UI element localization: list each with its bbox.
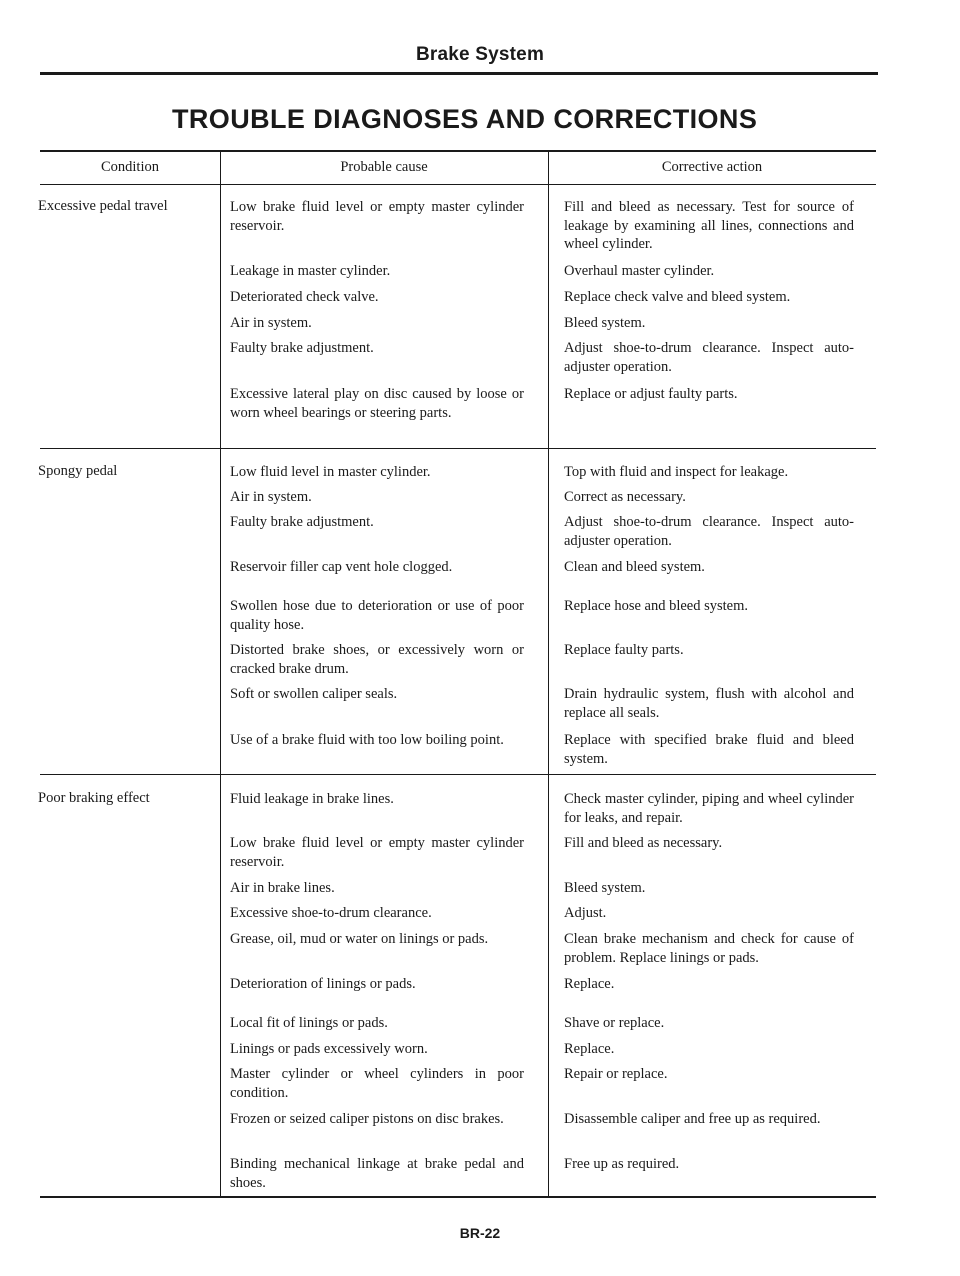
cause-cell: Use of a brake fluid with too low boiling point.	[230, 732, 504, 748]
action-cell: Fill and bleed as necessary. Test for source of leakage by examining all lines, connections and wheel cylinder.	[564, 199, 854, 252]
cause-cell: Frozen or seized caliper pistons on disc brakes.	[230, 1111, 504, 1127]
table-top-rule	[40, 150, 876, 152]
cause-cell: Grease, oil, mud or water on linings or pads.	[230, 931, 489, 947]
cause-cell: Master cylinder or wheel cylinders in poor condition.	[230, 1066, 524, 1101]
cause-cell: Local fit of linings or pads.	[230, 1015, 388, 1031]
cause-cell: Linings or pads excessively worn.	[230, 1041, 428, 1057]
action-cell: Top with fluid and inspect for leakage.	[564, 464, 789, 480]
action-cell: Fill and bleed as necessary.	[564, 835, 723, 851]
cause-cell: Low brake fluid level or empty master cylinder reservoir.	[230, 199, 524, 234]
page-title: TROUBLE DIAGNOSES AND CORRECTIONS	[172, 104, 758, 134]
action-cell: Disassemble caliper and free up as required.	[564, 1111, 821, 1127]
action-cell: Repair or replace.	[564, 1066, 668, 1082]
cause-cell: Low fluid level in master cylinder.	[230, 464, 431, 480]
action-cell: Clean and bleed system.	[564, 559, 705, 575]
cause-cell: Air in brake lines.	[230, 880, 335, 896]
action-cell: Overhaul master cylinder.	[564, 263, 715, 279]
cause-cell: Soft or swollen caliper seals.	[230, 686, 398, 702]
cause-cell: Air in system.	[230, 489, 312, 505]
action-cell: Drain hydraulic system, flush with alcohol and replace all seals.	[564, 686, 854, 721]
condition-label: Spongy pedal	[38, 463, 118, 479]
action-cell: Correct as necessary.	[564, 489, 686, 505]
page-number: BR-22	[459, 1225, 501, 1241]
action-cell: Replace faulty parts.	[564, 642, 684, 658]
trouble-table	[30, 150, 876, 1198]
condition-label: Poor braking effect	[38, 790, 150, 806]
action-cell: Replace with specified brake fluid and bleed system.	[564, 732, 854, 767]
cause-cell: Excessive shoe-to-drum clearance.	[230, 905, 432, 921]
table-bottom-rule	[40, 1196, 876, 1198]
cause-cell: Reservoir filler cap vent hole clogged.	[230, 559, 453, 575]
section-header: Brake System	[415, 44, 545, 65]
action-cell: Replace or adjust faulty parts.	[564, 386, 738, 402]
action-cell: Bleed system.	[564, 315, 646, 331]
column-header-cause: Probable cause	[340, 159, 428, 175]
action-cell: Replace.	[564, 976, 615, 992]
column-header-action: Corrective action	[661, 159, 763, 175]
action-cell: Adjust shoe-to-drum clearance. Inspect auto-adjuster operation.	[564, 340, 854, 375]
cause-cell: Fluid leakage in brake lines.	[230, 791, 394, 807]
action-cell: Clean brake mechanism and check for cause of problem. Replace linings or pads.	[564, 931, 854, 966]
action-cell: Free up as required.	[564, 1156, 680, 1172]
cause-cell: Low brake fluid level or empty master cylinder reservoir.	[230, 835, 524, 870]
group-divider	[40, 774, 876, 775]
action-cell: Bleed system.	[564, 880, 646, 896]
header-rule	[40, 72, 878, 75]
cause-cell: Excessive lateral play on disc caused by loose or worn wheel bearings or steering parts.	[230, 386, 524, 421]
column-divider-2	[548, 150, 549, 1198]
cause-cell: Deterioration of linings or pads.	[230, 976, 416, 992]
action-cell: Replace check valve and bleed system.	[564, 289, 791, 305]
cause-cell: Faulty brake adjustment.	[230, 514, 374, 530]
cause-cell: Binding mechanical linkage at brake pedal and shoes.	[230, 1156, 524, 1191]
action-cell: Replace.	[564, 1041, 615, 1057]
cause-cell: Deteriorated check valve.	[230, 289, 379, 305]
action-cell: Adjust shoe-to-drum clearance. Inspect auto-adjuster operation.	[564, 514, 854, 549]
cause-cell: Distorted brake shoes, or excessively worn or cracked brake drum.	[230, 642, 524, 677]
column-divider-1	[220, 150, 221, 1198]
table-header-rule	[40, 184, 876, 185]
cause-cell: Air in system.	[230, 315, 312, 331]
cause-cell: Leakage in master cylinder.	[230, 263, 391, 279]
action-cell: Check master cylinder, piping and wheel cylinder for leaks, and repair.	[564, 791, 854, 826]
action-cell: Shave or replace.	[564, 1015, 665, 1031]
action-cell: Replace hose and bleed system.	[564, 598, 749, 614]
action-cell: Adjust.	[564, 905, 607, 921]
group-divider	[40, 448, 876, 449]
cause-cell: Faulty brake adjustment.	[230, 340, 374, 356]
column-header-condition: Condition	[100, 159, 159, 175]
condition-label: Excessive pedal travel	[38, 198, 168, 214]
cause-cell: Swollen hose due to deterioration or use of poor quality hose.	[230, 598, 524, 633]
